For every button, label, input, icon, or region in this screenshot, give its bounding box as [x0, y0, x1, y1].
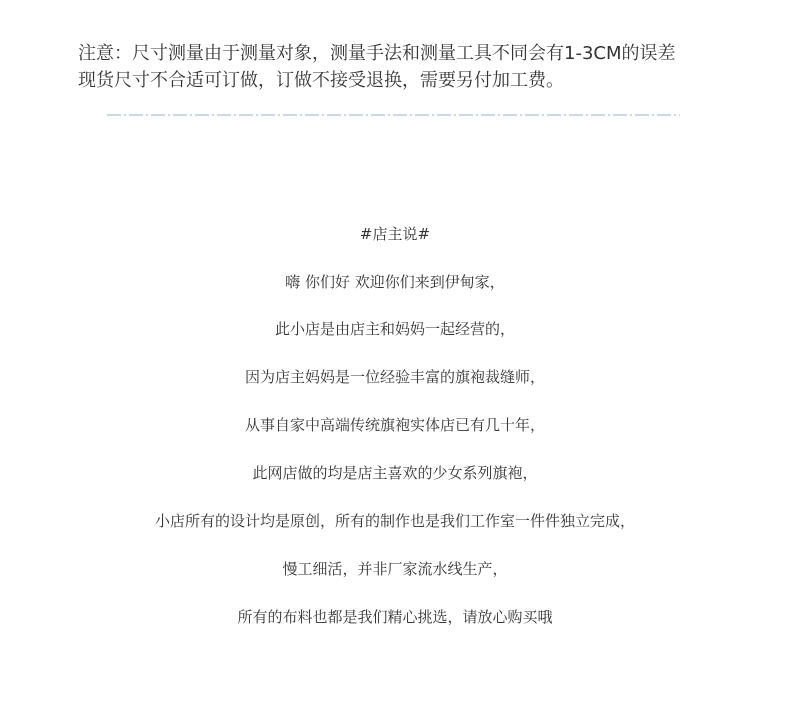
- owner-line: 小店所有的设计均是原创，所有的制作也是我们工作室一件件独立完成，: [154, 512, 635, 530]
- notice-line-1: 注意：尺寸测量由于测量对象，测量手法和测量工具不同会有1-3CM的误差: [78, 43, 676, 64]
- section-title: #店主说#: [359, 225, 431, 243]
- dash-dot-divider: [107, 114, 680, 116]
- owner-line: 慢工细活，并非厂家流水线生产，: [282, 560, 508, 578]
- owner-line: 此小店是由店主和妈妈一起经营的，: [274, 320, 515, 338]
- notice-block: [78, 40, 778, 94]
- notice-line-2: 现货尺寸不合适可订做，订做不接受退换，需要另付加工费。: [78, 70, 564, 91]
- owner-line: 从事自家中高端传统旗袍实体店已有几十年，: [244, 416, 545, 434]
- owner-line: 此网店做的均是店主喜欢的少女系列旗袍，: [252, 464, 538, 482]
- owner-line: 所有的布料也都是我们精心挑选，请放心购买哦: [237, 608, 553, 626]
- owner-line: 因为店主妈妈是一位经验丰富的旗袍裁缝师，: [244, 368, 545, 386]
- owner-line: 嗨 你们好 欢迎你们来到伊甸家，: [285, 273, 505, 291]
- owner-says-section: [0, 222, 790, 626]
